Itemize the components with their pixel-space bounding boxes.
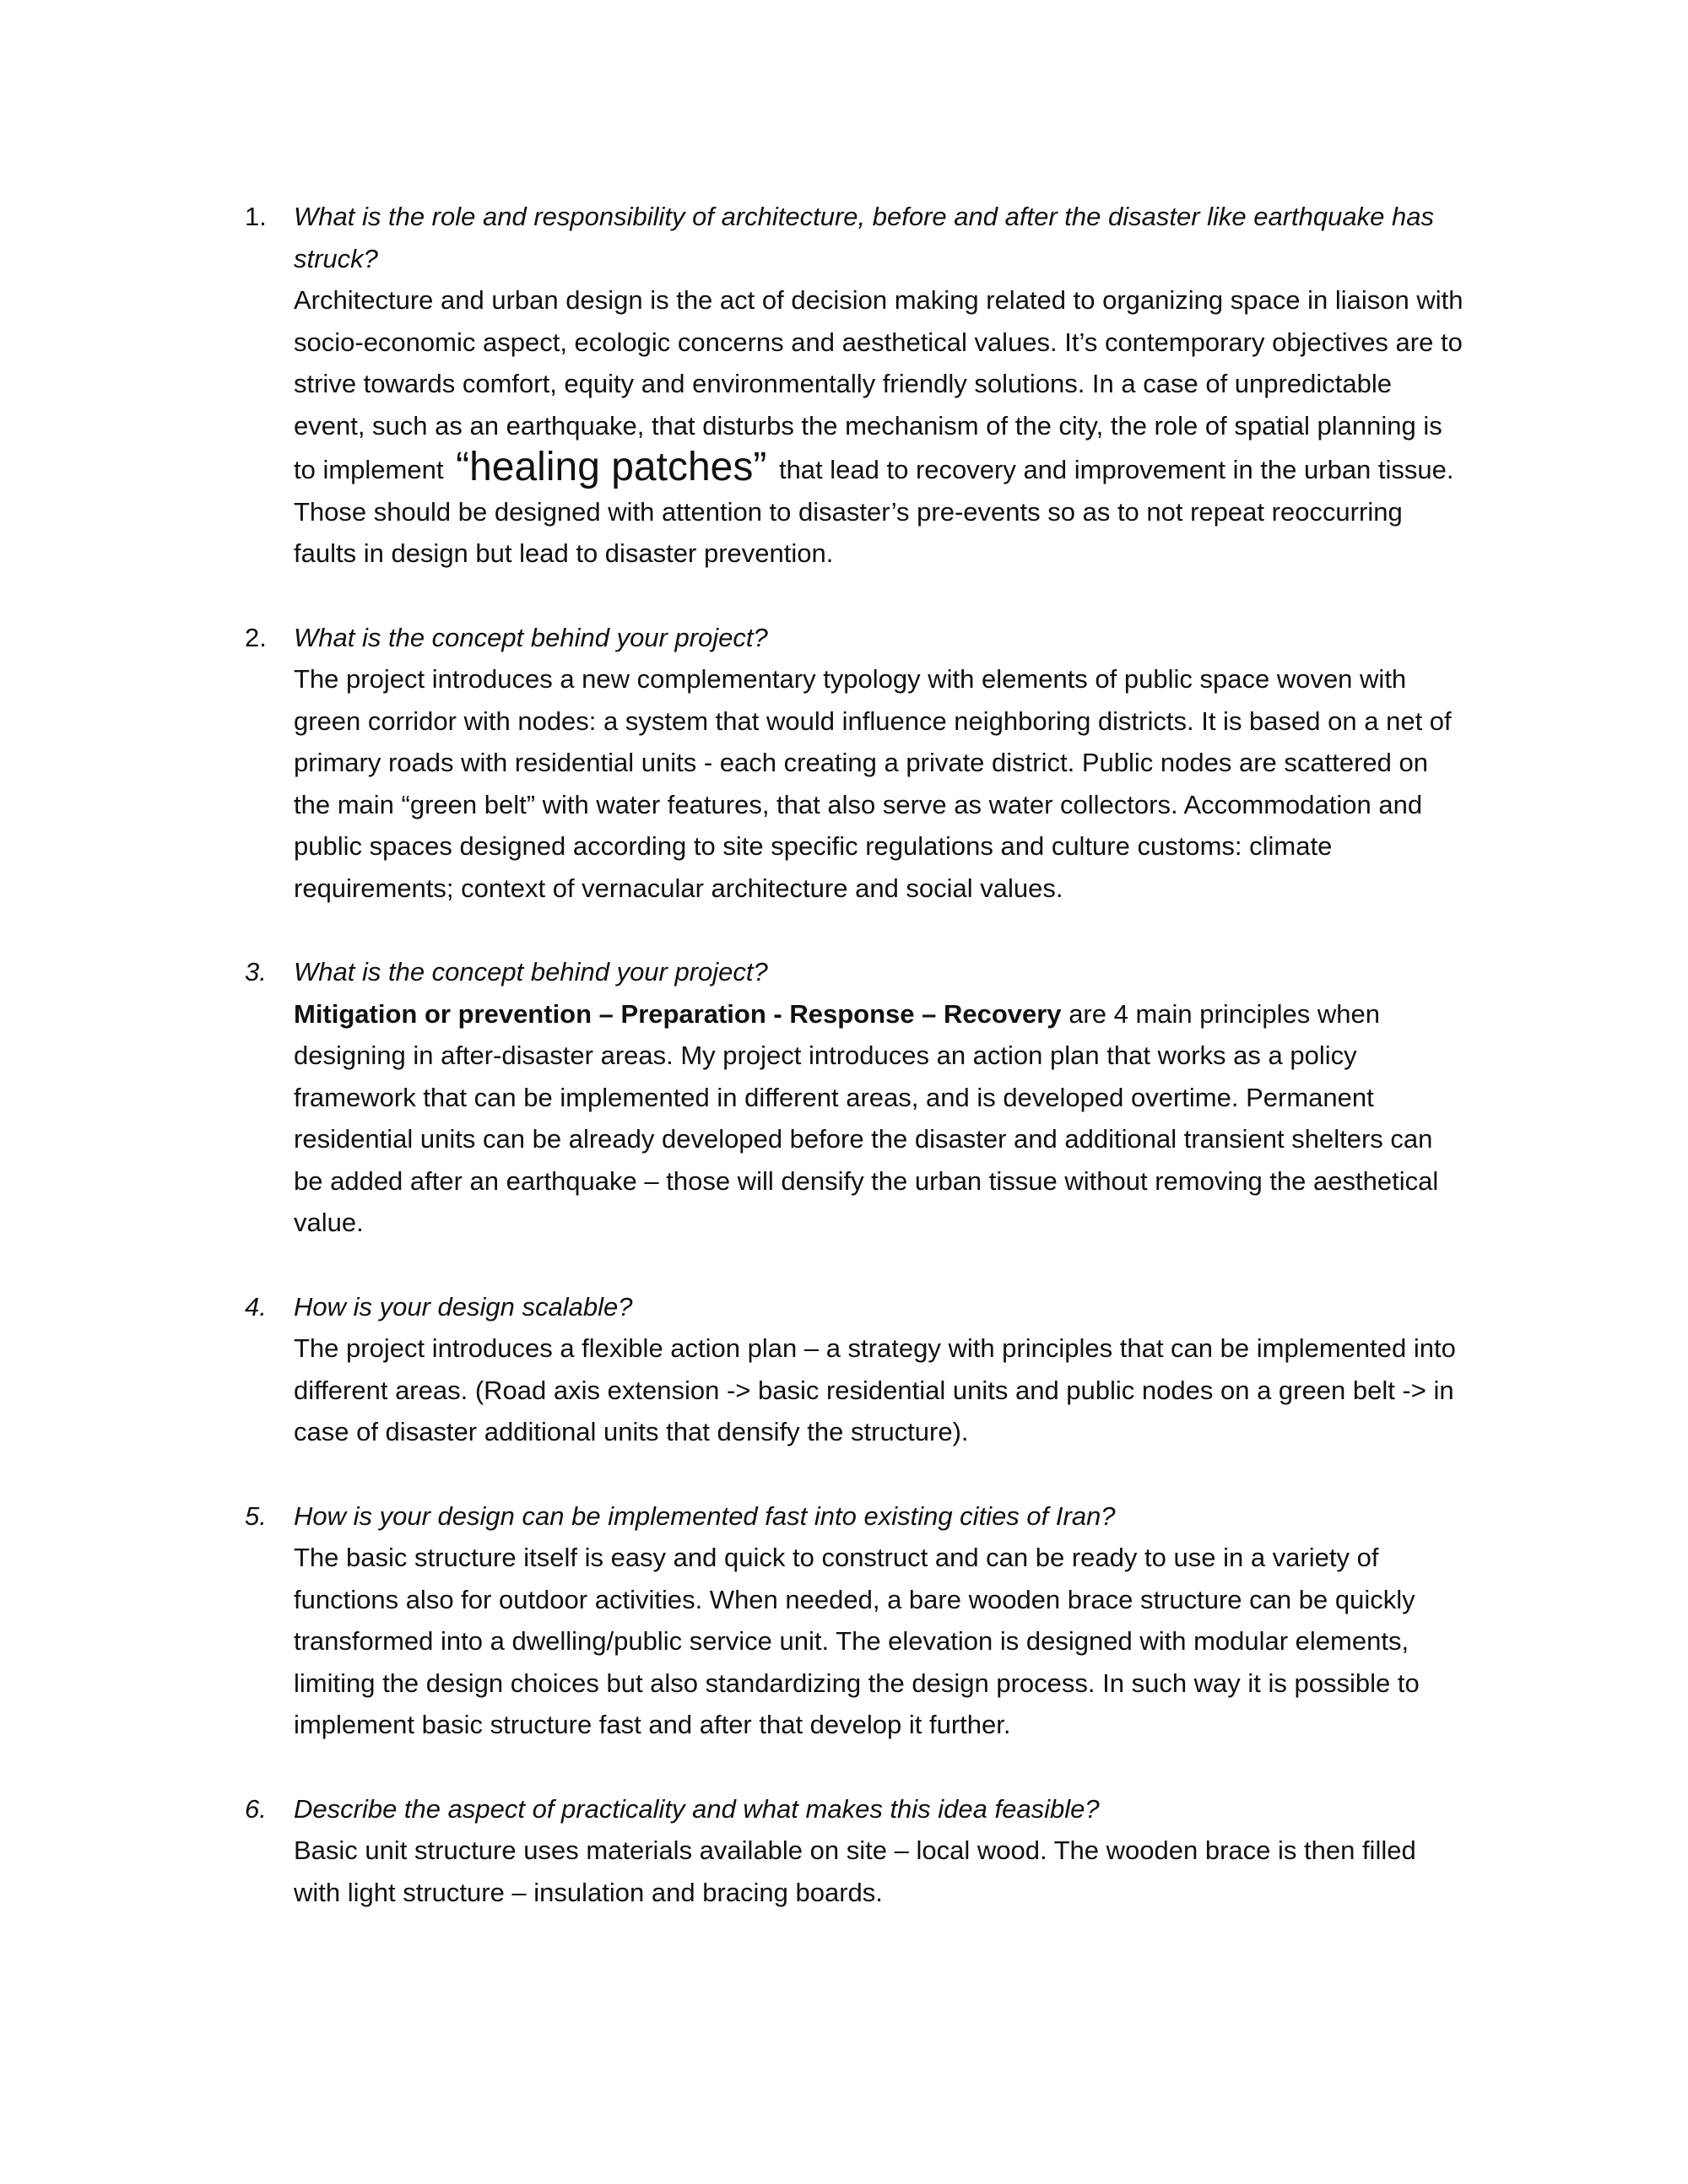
qa-item-1 bbox=[245, 196, 1469, 575]
question-text: How is your design scalable? bbox=[294, 1291, 633, 1322]
answer-text: The project introduces a new complementary typology with elements of public space woven with green corridor with nodes: a system that would influence neighboring districts. It is based on a net of primary roads with residential units - each creating a private district. Public nodes are scattered on the main “green belt” with water features, that also serve as water collectors. Accommodation and public spaces designed according to site specific regulations and culture customs: climate requirements; context of vernacular architecture and social values. bbox=[294, 664, 1452, 903]
qa-item-4 bbox=[245, 1286, 1469, 1453]
question-text: How is your design can be implemented fast into existing cities of Iran? bbox=[294, 1500, 1116, 1531]
question-text: What is the concept behind your project? bbox=[294, 957, 768, 987]
principles-bold-text: Mitigation or prevention – Preparation - Response – Recovery bbox=[294, 998, 1062, 1029]
qa-item-6 bbox=[245, 1788, 1469, 1914]
item-number: 1. bbox=[245, 202, 267, 231]
item-number: 6. bbox=[245, 1793, 267, 1824]
answer-text: The basic structure itself is easy and quick to construct and can be ready to use in a variety of functions also for outdoor activities. When needed, a bare wooden brace structure can be quickly transformed into a dwelling/public service unit. The elevation is designed with modular elements, limiting the design choices but also standardizing the design process. In such way it is possible to implement basic structure fast and after that develop it further. bbox=[294, 1543, 1420, 1739]
item-number: 4. bbox=[245, 1291, 267, 1322]
qa-item-2 bbox=[245, 617, 1469, 910]
item-number: 5. bbox=[245, 1500, 267, 1531]
answer-rest: are 4 main principles when designing in after-disaster areas. My project introduces an action plan that works as a policy framework that can be implemented in different areas, and is developed overtime. Permanent residential units can be already developed before the disaster and additional transient shelters can be added after an earthquake – those will densify the urban tissue without removing the aesthetical value. bbox=[294, 998, 1439, 1237]
answer-text bbox=[294, 279, 1469, 575]
answer-part-2: that lead to recovery and improvement in the urban tissue. Those should be designed with attention to disaster’s pre-events so as to not repeat reoccurring faults in design but lead to disaster prevention. bbox=[294, 455, 1454, 568]
qa-item-5 bbox=[245, 1495, 1469, 1746]
highlighted-phrase: “healing patches” bbox=[456, 445, 767, 489]
answer-part-1: Architecture and urban design is the act of decision making related to organizing space in liaison with socio-economic aspect, ecologic concerns and aesthetical values. It’s contemporary objectives are to strive towards comfort, equity and environmentally friendly solutions. In a case of unpredictable event, such as an earthquake, that disturbs the mechanism of the city, the role of spatial planning is to implement bbox=[294, 285, 1463, 484]
answer-text: The project introduces a flexible action plan – a strategy with principles that can be implemented into different areas. (Road axis extension -> basic residential units and public nodes on a green belt -> in case of disaster additional units that densify the structure). bbox=[294, 1333, 1456, 1446]
item-number: 3. bbox=[245, 957, 267, 987]
item-number: 2. bbox=[245, 622, 267, 652]
question-text: What is the role and responsibility of architecture, before and after the disaster like earthquake has struck? bbox=[294, 202, 1434, 273]
qa-item-3 bbox=[245, 951, 1469, 1244]
answer-text bbox=[294, 993, 1469, 1244]
question-text: Describe the aspect of practicality and what makes this idea feasible? bbox=[294, 1793, 1100, 1824]
question-text: What is the concept behind your project? bbox=[294, 622, 768, 652]
answer-text: Basic unit structure uses materials available on site – local wood. The wooden brace is then filled with light structure – insulation and bracing boards. bbox=[294, 1835, 1416, 1907]
